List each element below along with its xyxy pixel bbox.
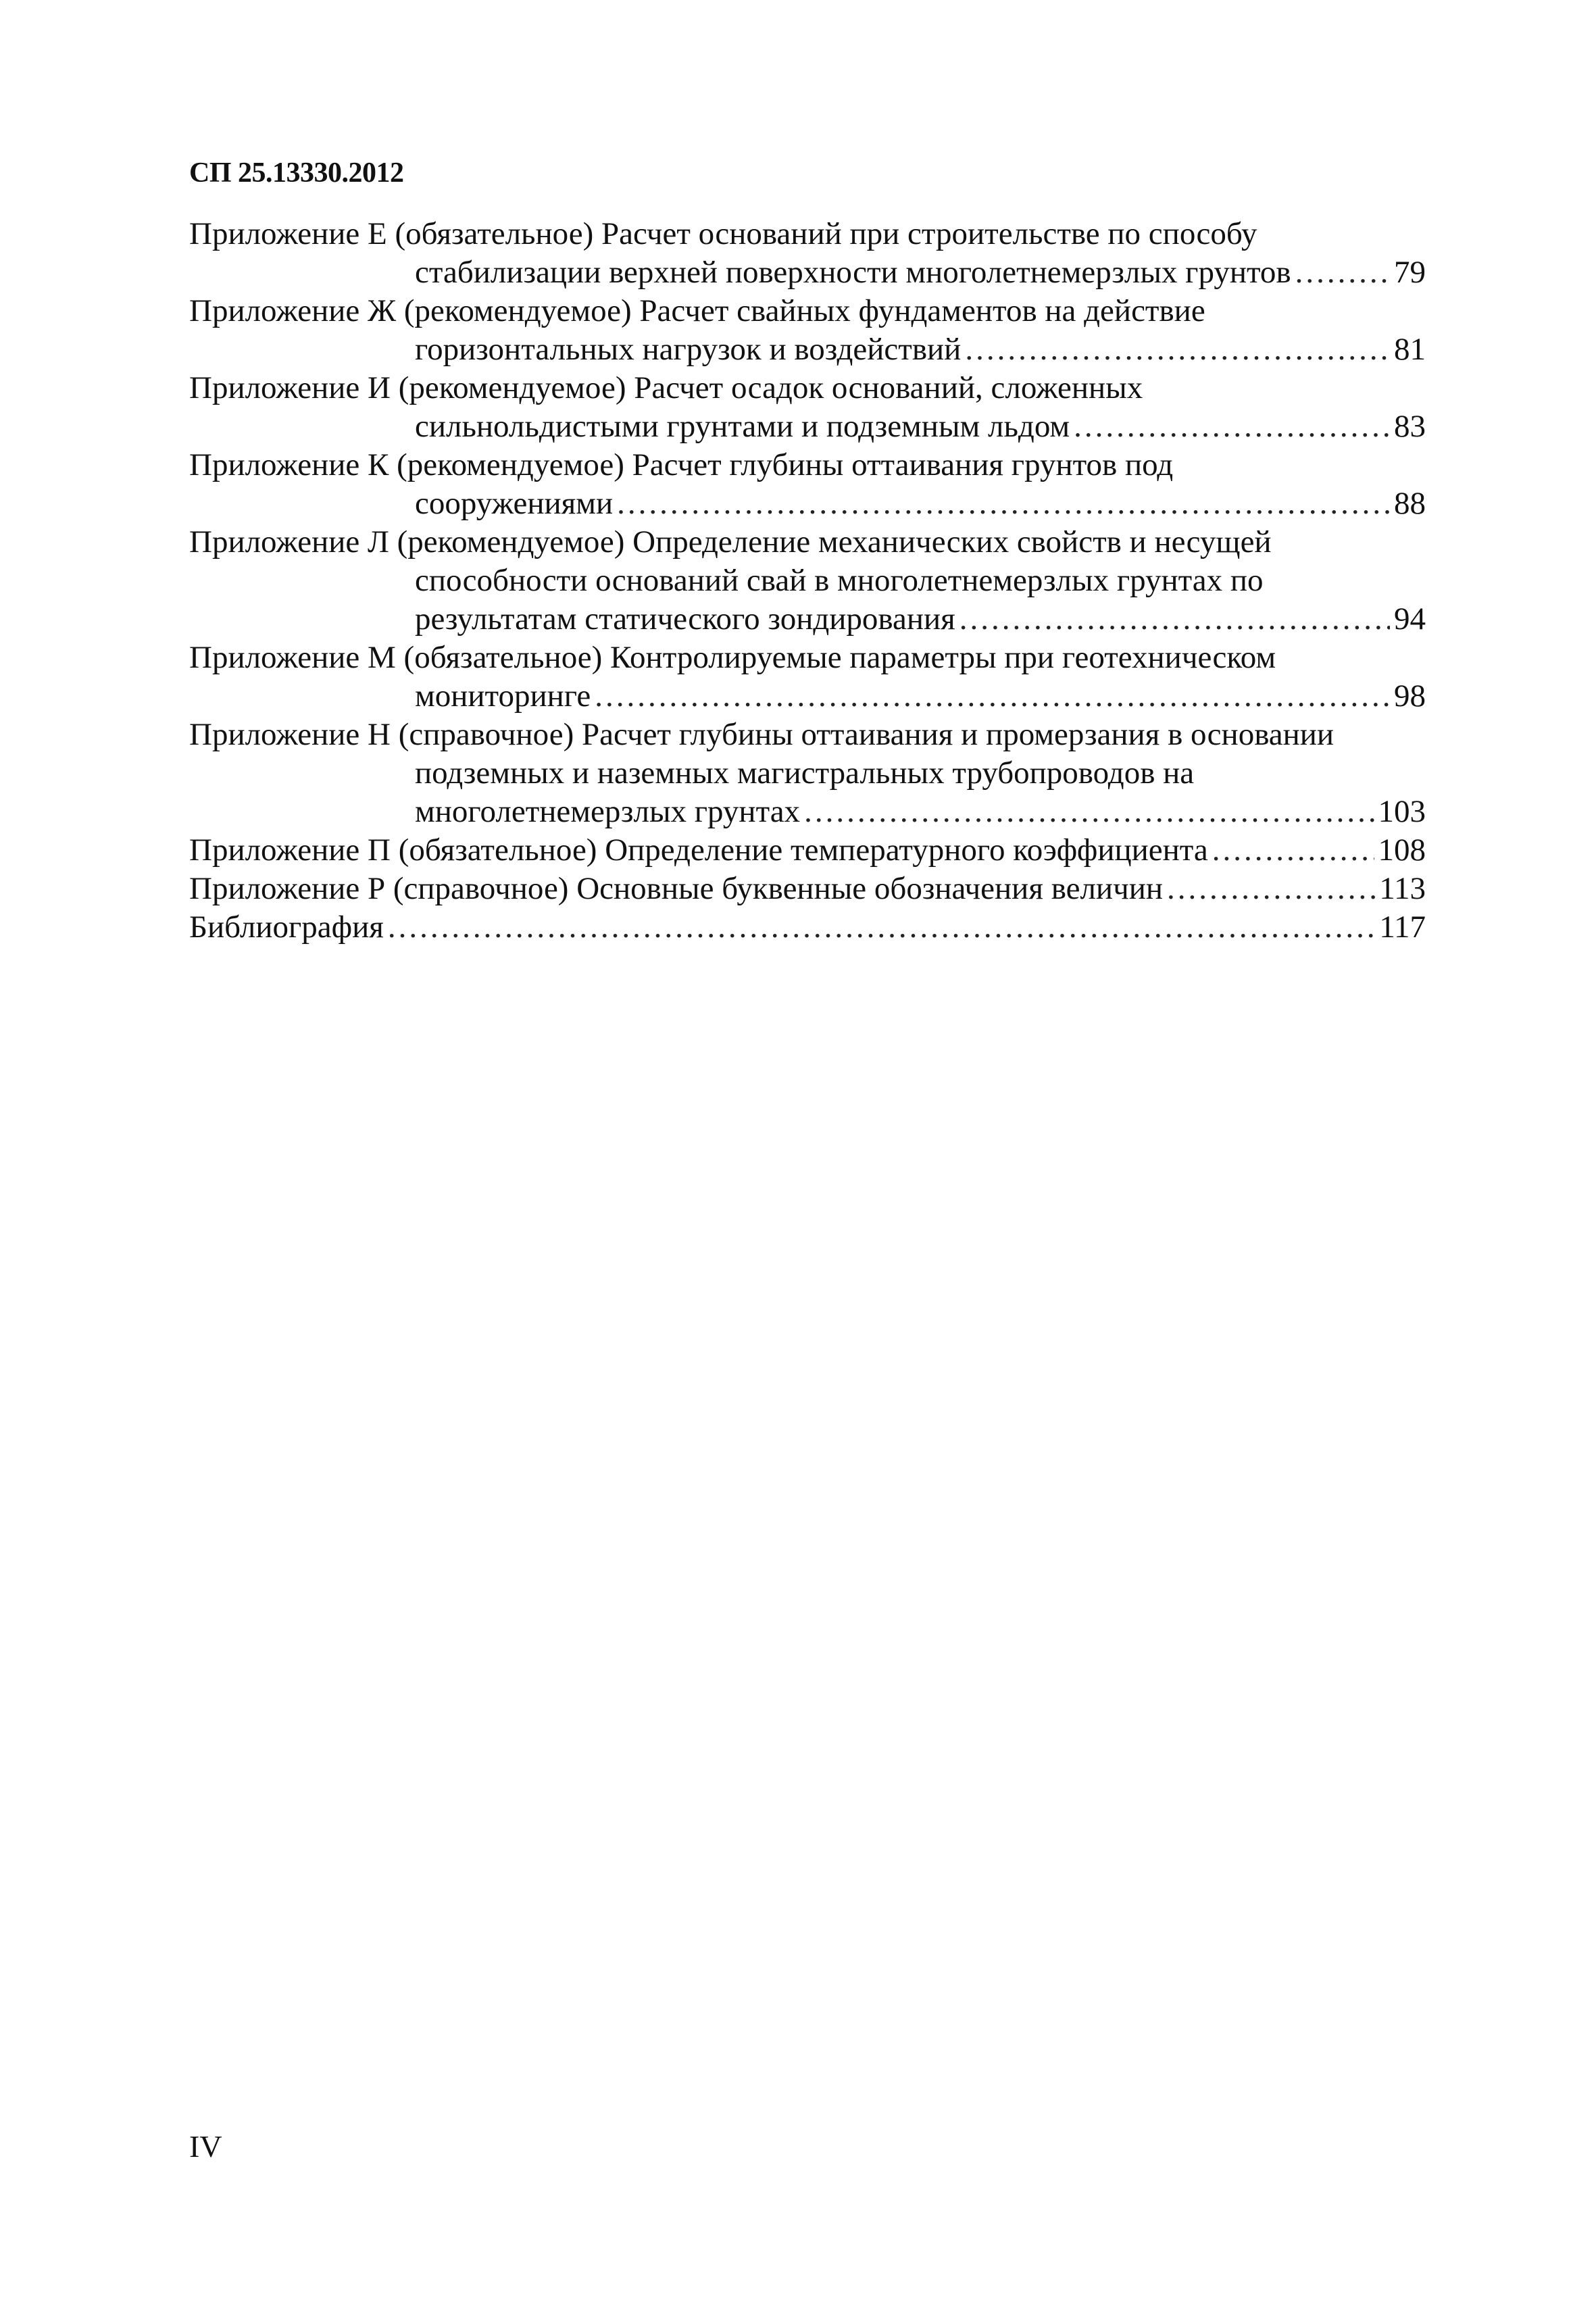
dot-leader xyxy=(959,600,1390,639)
toc-entry-text: Приложение Р (справочное) Основные буквенные обозначения величин xyxy=(189,871,1164,906)
toc-entry-last-line xyxy=(189,870,1426,908)
toc-entry-title: Приложение И (рекомендуемое) Расчет осадок оснований, сложенных xyxy=(189,370,1143,405)
table-of-contents xyxy=(189,215,1426,947)
toc-entry-appendix-l[interactable] xyxy=(189,523,1426,639)
toc-entry-last-line xyxy=(189,793,1426,831)
dot-leader xyxy=(388,908,1375,947)
toc-entry-last-line xyxy=(189,330,1426,369)
toc-entry-continuation: подземных и наземных магистральных трубопроводов на xyxy=(415,755,1195,791)
toc-entry-last-line xyxy=(189,600,1426,639)
toc-entry-title: Приложение Ж (рекомендуемое) Расчет свайных фундаментов на действие xyxy=(189,293,1205,328)
toc-entry-bibliography[interactable] xyxy=(189,908,1426,947)
toc-entry-text: мониторинге xyxy=(415,678,591,714)
toc-page-number: 83 xyxy=(1394,409,1426,444)
dot-leader xyxy=(1212,831,1374,870)
toc-entry-appendix-p[interactable] xyxy=(189,831,1426,870)
toc-entry-title: Приложение Н (справочное) Расчет глубины оттаивания и промерзания в основании xyxy=(189,717,1335,752)
toc-entry-text: стабилизации верхней поверхности многолетнемерзлых грунтов xyxy=(415,255,1291,290)
document-code: СП 25.13330.2012 xyxy=(189,157,404,189)
toc-entry-text: результатам статического зондирования xyxy=(415,601,955,637)
toc-entry-text: многолетнемерзлых грунтах xyxy=(415,794,801,829)
dot-leader xyxy=(1074,407,1390,446)
toc-entry-title: Приложение Л (рекомендуемое) Определение механических свойств и несущей xyxy=(189,524,1272,559)
toc-page-number: 94 xyxy=(1394,601,1426,637)
toc-page-number: 108 xyxy=(1378,832,1426,868)
toc-entry-last-line xyxy=(189,677,1426,716)
dot-leader xyxy=(1295,253,1390,292)
toc-entry-appendix-i[interactable] xyxy=(189,369,1426,446)
toc-entry-last-line xyxy=(189,484,1426,523)
toc-entry-title: Приложение М (обязательное) Контролируемые параметры при геотехническом xyxy=(189,640,1276,675)
toc-page-number: 98 xyxy=(1394,678,1426,714)
dot-leader xyxy=(595,677,1390,716)
toc-page-number: 113 xyxy=(1379,871,1426,906)
toc-page-number: 103 xyxy=(1378,794,1426,829)
dot-leader xyxy=(617,484,1390,523)
toc-page-number: 117 xyxy=(1379,910,1426,945)
toc-entry-last-line xyxy=(189,407,1426,446)
toc-entry-last-line xyxy=(189,831,1426,870)
toc-page-number: 81 xyxy=(1394,332,1426,367)
dot-leader xyxy=(804,793,1374,831)
dot-leader xyxy=(965,330,1390,369)
toc-entry-appendix-zh[interactable] xyxy=(189,292,1426,369)
page-number: IV xyxy=(189,2129,222,2164)
dot-leader xyxy=(1167,870,1375,908)
toc-entry-text: горизонтальных нагрузок и воздействий xyxy=(415,332,962,367)
toc-entry-continuation: способности оснований свай в многолетнемерзлых грунтах по xyxy=(415,563,1264,598)
toc-page-number: 88 xyxy=(1394,486,1426,521)
toc-entry-appendix-r[interactable] xyxy=(189,870,1426,908)
toc-entry-last-line xyxy=(189,908,1426,947)
toc-entry-text: сильнольдистыми грунтами и подземным льдом xyxy=(415,409,1070,444)
toc-entry-last-line xyxy=(189,253,1426,292)
toc-entry-title: Приложение Е (обязательное) Расчет оснований при строительстве по способу xyxy=(189,216,1257,251)
toc-entry-text: Приложение П (обязательное) Определение температурного коэффициента xyxy=(189,832,1208,868)
toc-entry-title: Приложение К (рекомендуемое) Расчет глубины оттаивания грунтов под xyxy=(189,447,1174,482)
toc-entry-appendix-n[interactable] xyxy=(189,716,1426,831)
toc-entry-text: сооружениями xyxy=(415,486,614,521)
toc-page-number: 79 xyxy=(1394,255,1426,290)
toc-entry-appendix-e[interactable] xyxy=(189,215,1426,292)
toc-entry-appendix-k[interactable] xyxy=(189,446,1426,523)
toc-entry-text: Библиография xyxy=(189,910,384,945)
toc-entry-appendix-m[interactable] xyxy=(189,639,1426,716)
